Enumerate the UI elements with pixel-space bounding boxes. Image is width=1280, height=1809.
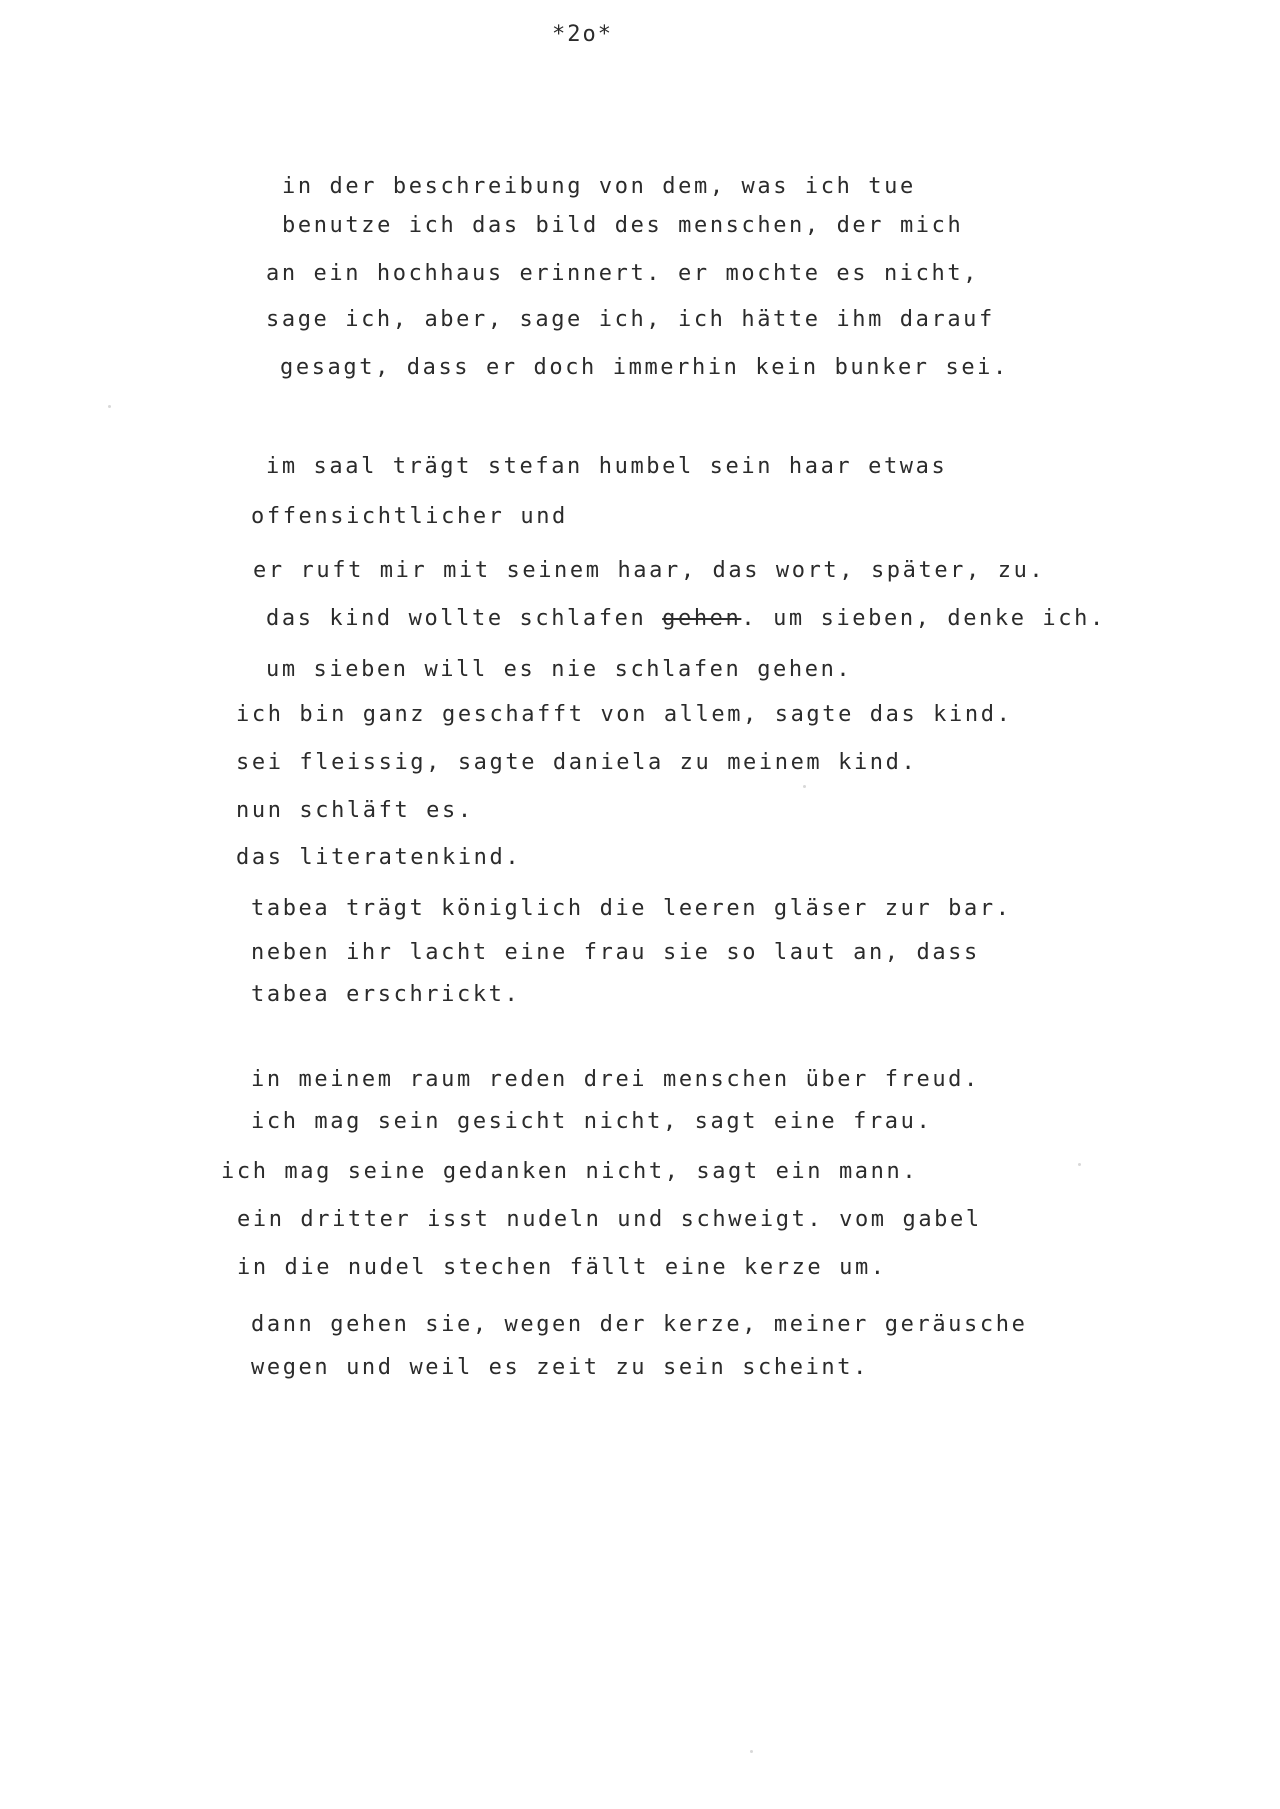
stanza-2-line-2: offensichtlicher und [251, 504, 568, 529]
stanza-3-line-6: dann gehen sie, wegen der kerze, meiner geräusche [251, 1312, 1028, 1337]
paper-speck [750, 1750, 753, 1753]
stanza-2-line-3: er ruft mir mit seinem haar, das wort, später, zu. [253, 558, 1046, 583]
stanza-2-line-5: um sieben will es nie schlafen gehen. [266, 657, 853, 682]
stanza-2-line-9: das literatenkind. [236, 845, 522, 870]
stanza-2-line-10: tabea trägt königlich die leeren gläser zur bar. [251, 896, 1012, 921]
stanza-2-line-7: sei fleissig, sagte daniela zu meinem kind. [236, 750, 918, 775]
stanza-3-line-3: ich mag seine gedanken nicht, sagt ein mann. [221, 1159, 919, 1184]
stanza-3-line-4: ein dritter isst nudeln und schweigt. vom gabel [237, 1207, 982, 1232]
stanza-3-line-7: wegen und weil es zeit zu sein scheint. [251, 1355, 869, 1380]
paper-speck [803, 785, 806, 788]
stanza-1-line-3: an ein hochhaus erinnert. er mochte es nicht, [266, 261, 980, 286]
stanza-1-line-5: gesagt, dass er doch immerhin kein bunker sei. [280, 355, 1009, 380]
stanza-2-line-6: ich bin ganz geschafft von allem, sagte das kind. [236, 702, 1013, 727]
stanza-3-line-1: in meinem raum reden drei menschen über freud. [251, 1067, 980, 1092]
line-text-before: das kind wollte schlafen [266, 606, 663, 631]
stanza-2-line-11: neben ihr lacht eine frau sie so laut an, dass [251, 940, 980, 965]
stanza-2-line-8: nun schläft es. [236, 798, 474, 823]
paper-speck [108, 405, 111, 408]
stanza-2-line-4 [266, 604, 1106, 634]
stanza-1-line-2: benutze ich das bild des menschen, der mich [282, 213, 964, 238]
stanza-1-line-1: in der beschreibung von dem, was ich tue [282, 174, 916, 199]
page-number: *2o* [552, 22, 613, 47]
stanza-1-line-4: sage ich, aber, sage ich, ich hätte ihm darauf [266, 307, 995, 332]
line-text-after: . um sieben, denke ich. [741, 606, 1106, 631]
paper-speck [1078, 1163, 1081, 1166]
struck-out-word: gehen [662, 606, 742, 631]
stanza-2-line-1: im saal trägt stefan humbel sein haar etwas [266, 454, 948, 479]
stanza-3-line-2: ich mag sein gesicht nicht, sagt eine frau. [251, 1109, 933, 1134]
stanza-3-line-5: in die nudel stechen fällt eine kerze um. [237, 1255, 887, 1280]
stanza-2-line-12: tabea erschrickt. [251, 982, 521, 1007]
